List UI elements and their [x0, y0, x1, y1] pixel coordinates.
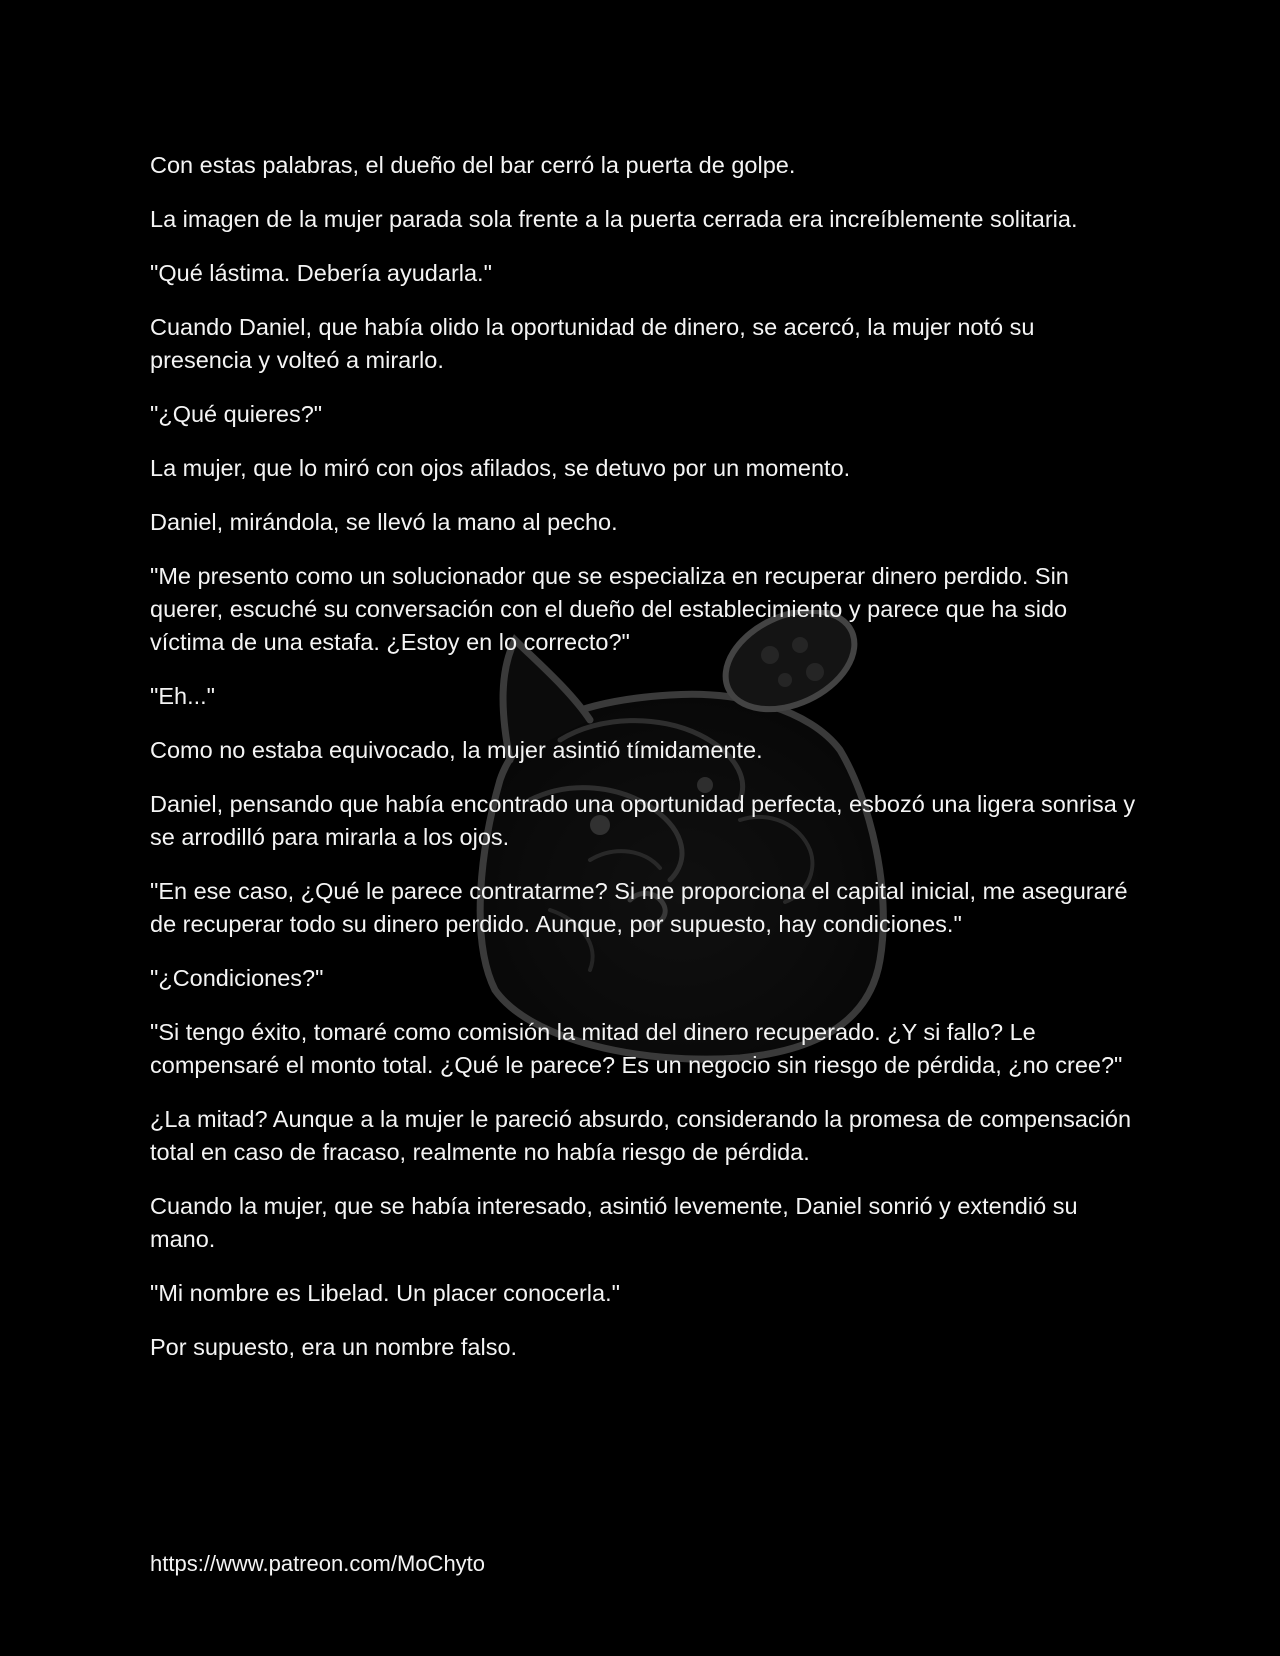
paragraph: La imagen de la mujer parada sola frente a la puerta cerrada era increíblemente solitaria. [150, 206, 1078, 232]
paragraph: Con estas palabras, el dueño del bar cerró la puerta de golpe. [150, 152, 796, 178]
paragraph: La mujer, que lo miró con ojos afilados, se detuvo por un momento. [150, 455, 851, 481]
paragraph: "Qué lástima. Debería ayudarla." [150, 260, 492, 286]
paragraph: Daniel, pensando que había encontrado una oportunidad perfecta, esbozó una ligera sonrisa y se arrodilló para mirarla a los ojos. [150, 791, 1136, 850]
paragraph: "Mi nombre es Libelad. Un placer conocerla." [150, 1280, 620, 1306]
paragraph: Cuando Daniel, que había olido la oportunidad de dinero, se acercó, la mujer notó su presencia y volteó a mirarlo. [150, 314, 1035, 373]
paragraph: "Eh..." [150, 683, 216, 709]
paragraph: "Me presento como un solucionador que se especializa en recuperar dinero perdido. Sin querer, escuché su conversación con el dueño del establecimiento y parece que ha sido víctima de una estafa. ¿Estoy en lo correcto?" [150, 563, 1069, 655]
paragraph: "¿Qué quieres?" [150, 401, 323, 427]
paragraph: "¿Condiciones?" [150, 965, 324, 991]
story-text [150, 149, 1140, 1385]
paragraph: ¿La mitad? Aunque a la mujer le pareció absurdo, considerando la promesa de compensación total en caso de fracaso, realmente no había riesgo de pérdida. [150, 1106, 1132, 1165]
paragraph: Cuando la mujer, que se había interesado, asintió levemente, Daniel sonrió y extendió su mano. [150, 1193, 1078, 1252]
paragraph: "En ese caso, ¿Qué le parece contratarme? Si me proporciona el capital inicial, me aseguraré de recuperar todo su dinero perdido. Aunque, por supuesto, hay condiciones." [150, 878, 1128, 937]
paragraph: Como no estaba equivocado, la mujer asintió tímidamente. [150, 737, 763, 763]
paragraph: Por supuesto, era un nombre falso. [150, 1334, 518, 1360]
paragraph: "Si tengo éxito, tomaré como comisión la mitad del dinero recuperado. ¿Y si fallo? Le compensaré el monto total. ¿Qué le parece? Es un negocio sin riesgo de pérdida, ¿no cree?" [150, 1019, 1123, 1078]
patreon-link[interactable]: https://www.patreon.com/MoChyto [150, 1551, 486, 1576]
paragraph: Daniel, mirándola, se llevó la mano al pecho. [150, 509, 618, 535]
